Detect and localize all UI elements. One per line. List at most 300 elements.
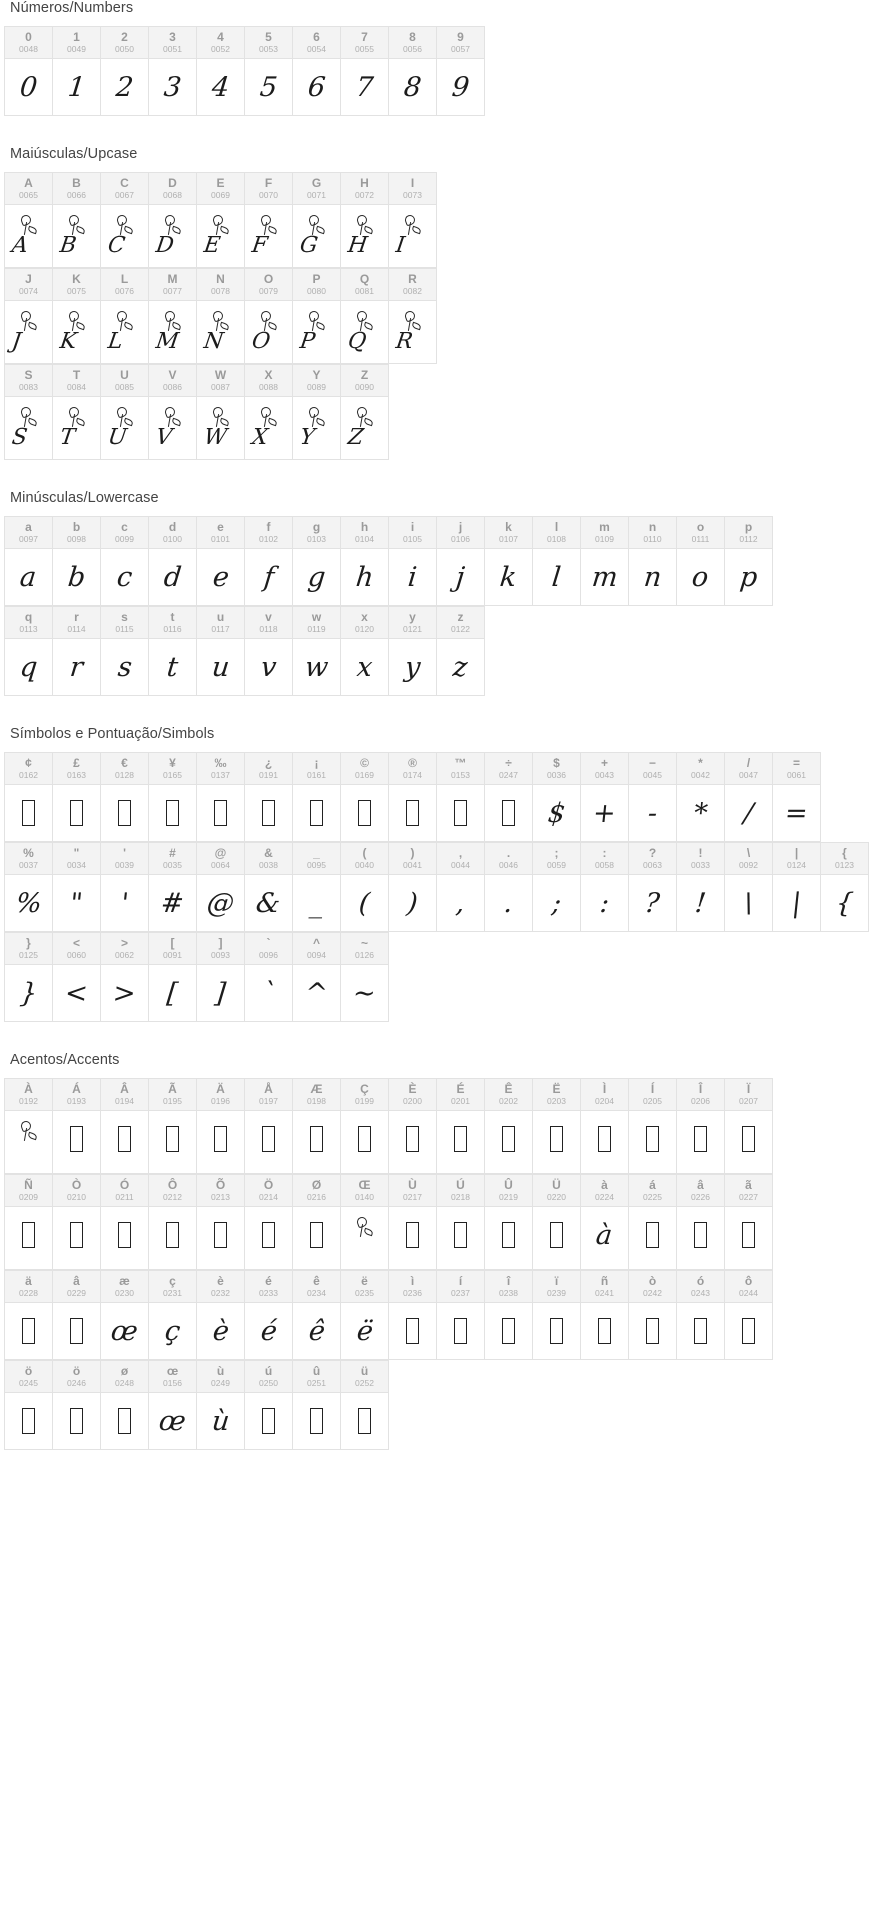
glyph-char-label: é [265, 1274, 272, 1288]
glyph-letter: K [57, 329, 78, 354]
glyph-char-label: Œ [358, 1178, 371, 1192]
glyph-cell[interactable] [437, 1175, 485, 1270]
glyph-cell[interactable] [53, 933, 101, 1022]
glyph-cell[interactable] [389, 173, 437, 268]
glyph-preview [773, 785, 820, 841]
glyph-preview [197, 1393, 244, 1449]
glyph-cell-header [581, 1271, 628, 1303]
glyph-cell-header [245, 1361, 292, 1393]
glyph-cell-header [53, 607, 100, 639]
glyph-cell[interactable] [341, 843, 389, 932]
glyph-cell[interactable] [485, 1271, 533, 1360]
missing-glyph-box-icon [358, 800, 371, 826]
glyph-cell-header [101, 933, 148, 965]
glyph-cell[interactable] [5, 843, 53, 932]
glyph-cell[interactable] [5, 365, 53, 460]
glyph-cell[interactable] [5, 27, 53, 116]
glyph-letter: œ [109, 1315, 140, 1347]
glyph-code-label: 0140 [355, 1192, 374, 1202]
glyph-cell[interactable] [101, 365, 149, 460]
glyph-cell-header [293, 1271, 340, 1303]
glyph-cell[interactable] [149, 843, 197, 932]
glyph-cell[interactable] [5, 607, 53, 696]
glyph-cell[interactable] [197, 933, 245, 1022]
glyph-code-label: 0102 [259, 534, 278, 544]
glyph-cell[interactable] [245, 753, 293, 842]
glyph-cell-header [5, 1361, 52, 1393]
glyph-char-label: ¡ [314, 756, 319, 770]
glyph-cell[interactable] [341, 1175, 389, 1270]
glyph-cell[interactable] [5, 173, 53, 268]
glyph-cell[interactable] [389, 1175, 437, 1270]
glyph-cell[interactable] [197, 843, 245, 932]
glyph-cell[interactable] [5, 1079, 53, 1174]
glyph-cell[interactable] [293, 173, 341, 268]
glyph-preview [53, 205, 100, 267]
glyph-cell[interactable] [53, 607, 101, 696]
glyph-cell[interactable] [101, 843, 149, 932]
glyph-cell[interactable] [341, 517, 389, 606]
glyph-char-label: Ê [504, 1082, 513, 1096]
glyph-char-label: Ã [168, 1082, 177, 1096]
glyph-cell[interactable] [293, 607, 341, 696]
glyph-cell[interactable] [437, 753, 485, 842]
glyph-letter: t [165, 651, 180, 683]
missing-glyph-box-icon [214, 1222, 227, 1248]
glyph-char-label: } [26, 936, 31, 950]
missing-glyph-box-icon [406, 1318, 419, 1344]
glyph-cell-header [101, 269, 148, 301]
glyph-code-label: 0085 [115, 382, 134, 392]
glyph-char-label: H [360, 176, 369, 190]
glyph-preview [437, 639, 484, 695]
glyph-cell[interactable] [197, 1175, 245, 1270]
glyph-cell[interactable] [341, 173, 389, 268]
glyph-cell[interactable] [293, 753, 341, 842]
glyph-cell[interactable] [197, 1361, 245, 1450]
glyph-code-label: 0214 [259, 1192, 278, 1202]
glyph-cell[interactable] [389, 1271, 437, 1360]
glyph-char-label: Õ [215, 1178, 226, 1192]
glyph-cell[interactable] [581, 1271, 629, 1360]
glyph-cell[interactable] [677, 753, 725, 842]
glyph-cell[interactable] [53, 1079, 101, 1174]
glyph-cell[interactable] [773, 753, 821, 842]
glyph-cell-header [485, 753, 532, 785]
glyph-char-label: g [312, 520, 321, 534]
glyph-cell[interactable] [341, 753, 389, 842]
glyph-cell[interactable] [101, 933, 149, 1022]
glyph-preview [341, 639, 388, 695]
missing-glyph-box-icon [646, 1222, 659, 1248]
glyph-cell[interactable] [533, 1271, 581, 1360]
glyph-cell[interactable] [485, 753, 533, 842]
glyph-cell[interactable] [773, 843, 821, 932]
rose-decorated-glyph [201, 406, 238, 450]
glyph-char-label: O [263, 272, 274, 286]
glyph-cell[interactable] [293, 365, 341, 460]
glyph-cell[interactable] [101, 1175, 149, 1270]
glyph-code-label: 0047 [739, 770, 758, 780]
glyph-char-label: ! [698, 846, 703, 860]
glyph-cell[interactable] [437, 607, 485, 696]
glyph-cell[interactable] [293, 1175, 341, 1270]
glyph-code-label: 0153 [451, 770, 470, 780]
glyph-cell[interactable] [149, 365, 197, 460]
glyph-cell-header [437, 1175, 484, 1207]
glyph-code-label: 0044 [451, 860, 470, 870]
glyph-preview [677, 875, 724, 931]
glyph-letter: ] [213, 977, 228, 1009]
rose-decorated-glyph [297, 310, 334, 354]
glyph-cell[interactable] [53, 517, 101, 606]
glyph-preview [101, 397, 148, 459]
glyph-cell[interactable] [197, 269, 245, 364]
glyph-char-label: B [72, 176, 81, 190]
glyph-code-label: 0043 [595, 770, 614, 780]
glyph-cell[interactable] [197, 173, 245, 268]
glyph-cell[interactable] [389, 753, 437, 842]
glyph-cell[interactable] [389, 517, 437, 606]
glyph-cell[interactable] [245, 843, 293, 932]
glyph-cell[interactable] [437, 27, 485, 116]
glyph-char-label: V [168, 368, 177, 382]
glyph-cell[interactable] [5, 753, 53, 842]
glyph-preview [197, 301, 244, 363]
glyph-cell[interactable] [533, 753, 581, 842]
glyph-cell[interactable] [389, 27, 437, 116]
glyph-cell[interactable] [53, 753, 101, 842]
glyph-cell[interactable] [149, 753, 197, 842]
glyph-cell[interactable] [149, 607, 197, 696]
glyph-letter: " [68, 887, 85, 919]
glyph-char-label: ã [745, 1178, 752, 1192]
glyph-cell[interactable] [533, 1079, 581, 1174]
glyph-preview [5, 1303, 52, 1359]
glyph-cell[interactable] [725, 1271, 773, 1360]
glyph-cell[interactable] [677, 1271, 725, 1360]
glyph-cell[interactable] [245, 269, 293, 364]
glyph-cell-header [389, 1079, 436, 1111]
glyph-cell[interactable] [101, 753, 149, 842]
glyph-letter: H [345, 233, 369, 258]
glyph-cell[interactable] [629, 843, 677, 932]
glyph-cell[interactable] [581, 517, 629, 606]
glyph-cell[interactable] [53, 1271, 101, 1360]
glyph-cell[interactable] [101, 269, 149, 364]
glyph-cell[interactable] [53, 269, 101, 364]
glyph-char-label: î [506, 1274, 511, 1288]
glyph-char-label: s [121, 610, 128, 624]
glyph-cell[interactable] [5, 517, 53, 606]
glyph-cell[interactable] [725, 1175, 773, 1270]
glyph-cell[interactable] [485, 1079, 533, 1174]
glyph-cell-header [341, 27, 388, 59]
glyph-cell[interactable] [341, 269, 389, 364]
glyph-cell[interactable] [725, 843, 773, 932]
glyph-cell[interactable] [581, 843, 629, 932]
glyph-cell[interactable] [629, 753, 677, 842]
glyph-cell-header [389, 27, 436, 59]
glyph-cell[interactable] [149, 517, 197, 606]
glyph-cell[interactable] [437, 843, 485, 932]
glyph-code-label: 0193 [67, 1096, 86, 1106]
rose-leaf-icon [27, 1132, 37, 1140]
glyph-row [4, 172, 437, 268]
glyph-cell[interactable] [245, 365, 293, 460]
missing-glyph-box-icon [550, 1318, 563, 1344]
glyph-cell-header [245, 1079, 292, 1111]
glyph-letter: D [153, 233, 175, 258]
glyph-cell[interactable] [341, 1079, 389, 1174]
glyph-preview [389, 59, 436, 115]
glyph-code-label: 0065 [19, 190, 38, 200]
glyph-cell[interactable] [485, 843, 533, 932]
rose-decorated-glyph [249, 406, 286, 450]
glyph-cell-header [581, 843, 628, 875]
glyph-code-label: 0103 [307, 534, 326, 544]
glyph-cell[interactable] [101, 1079, 149, 1174]
glyph-preview [485, 1303, 532, 1359]
glyph-cell[interactable] [341, 1271, 389, 1360]
glyph-cell[interactable] [101, 1271, 149, 1360]
glyph-char-label: ~ [360, 936, 368, 950]
glyph-cell[interactable] [53, 173, 101, 268]
glyph-cell[interactable] [725, 753, 773, 842]
glyph-preview [437, 1207, 484, 1263]
glyph-cell[interactable] [245, 1361, 293, 1450]
glyph-cell[interactable] [197, 753, 245, 842]
glyph-cell[interactable] [629, 1271, 677, 1360]
glyph-cell[interactable] [53, 365, 101, 460]
glyph-cell[interactable] [581, 753, 629, 842]
glyph-preview [245, 1393, 292, 1449]
glyph-letter: ê [306, 1315, 327, 1347]
glyph-cell[interactable] [149, 933, 197, 1022]
missing-glyph-box-icon [118, 1126, 131, 1152]
glyph-letter: é [258, 1315, 279, 1347]
glyph-cell-header [245, 269, 292, 301]
glyph-char-label: Q [359, 272, 370, 286]
glyph-preview [629, 785, 676, 841]
glyph-preview [5, 639, 52, 695]
glyph-letter: x [355, 651, 374, 683]
glyph-char-label: ¢ [25, 756, 32, 770]
glyph-cell[interactable] [341, 607, 389, 696]
glyph-letter: ) [405, 887, 420, 919]
glyph-cell[interactable] [821, 843, 869, 932]
glyph-cell-header [197, 843, 244, 875]
glyph-cell[interactable] [53, 1175, 101, 1270]
glyph-code-label: 0081 [355, 286, 374, 296]
glyph-cell[interactable] [245, 27, 293, 116]
glyph-cell[interactable] [389, 269, 437, 364]
glyph-char-label: 9 [457, 30, 464, 44]
glyph-preview [437, 1111, 484, 1167]
glyph-letter: è [210, 1315, 231, 1347]
glyph-cell[interactable] [101, 607, 149, 696]
glyph-cell[interactable] [5, 1175, 53, 1270]
glyph-letter: 7 [354, 71, 375, 103]
glyph-preview [53, 875, 100, 931]
glyph-char-label: ` [266, 936, 271, 950]
glyph-preview [101, 965, 148, 1021]
glyph-cell[interactable] [533, 517, 581, 606]
glyph-cell[interactable] [53, 1361, 101, 1450]
glyph-cell[interactable] [629, 1079, 677, 1174]
glyph-cell[interactable] [437, 517, 485, 606]
glyph-cell[interactable] [533, 843, 581, 932]
glyph-preview [773, 875, 820, 931]
glyph-letter: à [594, 1219, 615, 1251]
glyph-letter: Y [297, 425, 316, 450]
glyph-cell[interactable] [341, 933, 389, 1022]
glyph-cell[interactable] [197, 365, 245, 460]
glyph-preview [293, 1393, 340, 1449]
glyph-char-label: a [25, 520, 32, 534]
glyph-cell[interactable] [5, 933, 53, 1022]
glyph-code-label: 0197 [259, 1096, 278, 1106]
glyph-cell[interactable] [293, 1079, 341, 1174]
glyph-cell[interactable] [149, 1361, 197, 1450]
glyph-cell-header [53, 173, 100, 205]
glyph-cell[interactable] [485, 1175, 533, 1270]
glyph-cell[interactable] [725, 517, 773, 606]
glyph-cell[interactable] [485, 517, 533, 606]
glyph-char-label: È [408, 1082, 417, 1096]
glyph-preview [341, 1207, 388, 1269]
glyph-cell[interactable] [293, 517, 341, 606]
glyph-cell[interactable] [677, 843, 725, 932]
glyph-cell[interactable] [5, 269, 53, 364]
glyph-cell-header [389, 1175, 436, 1207]
glyph-cell[interactable] [293, 933, 341, 1022]
glyph-cell[interactable] [245, 607, 293, 696]
glyph-code-label: 0236 [403, 1288, 422, 1298]
glyph-char-label: ' [123, 846, 126, 860]
glyph-letter: i [406, 561, 419, 593]
glyph-cell-header [149, 269, 196, 301]
glyph-cell[interactable] [197, 27, 245, 116]
glyph-preview [149, 549, 196, 605]
glyph-cell[interactable] [5, 1271, 53, 1360]
glyph-cell[interactable] [149, 1175, 197, 1270]
glyph-cell[interactable] [149, 1079, 197, 1174]
glyph-preview [437, 59, 484, 115]
glyph-preview [341, 965, 388, 1021]
glyph-char-label: r [74, 610, 79, 624]
glyph-cell[interactable] [389, 843, 437, 932]
glyph-cell-header [149, 933, 196, 965]
glyph-cell[interactable] [101, 1361, 149, 1450]
glyph-cell[interactable] [581, 1175, 629, 1270]
glyph-cell[interactable] [341, 365, 389, 460]
glyph-code-label: 0212 [163, 1192, 182, 1202]
glyph-cell[interactable] [245, 517, 293, 606]
glyph-char-label: . [506, 846, 511, 860]
glyph-cell[interactable] [245, 173, 293, 268]
glyph-preview [101, 301, 148, 363]
glyph-cell[interactable] [293, 269, 341, 364]
glyph-cell[interactable] [437, 1079, 485, 1174]
glyph-code-label: 0200 [403, 1096, 422, 1106]
glyph-cell-header [5, 843, 52, 875]
glyph-cell[interactable] [149, 173, 197, 268]
glyph-cell[interactable] [677, 517, 725, 606]
glyph-cell[interactable] [437, 1271, 485, 1360]
glyph-preview [101, 59, 148, 115]
glyph-cell[interactable] [149, 27, 197, 116]
glyph-cell[interactable] [293, 843, 341, 932]
glyph-cell[interactable] [101, 173, 149, 268]
glyph-cell[interactable] [581, 1079, 629, 1174]
glyph-code-label: 0105 [403, 534, 422, 544]
glyph-cell[interactable] [197, 607, 245, 696]
glyph-cell[interactable] [245, 933, 293, 1022]
glyph-cell[interactable] [677, 1175, 725, 1270]
glyph-cell[interactable] [245, 1079, 293, 1174]
glyph-cell[interactable] [293, 1271, 341, 1360]
glyph-cell[interactable] [629, 1175, 677, 1270]
glyph-code-label: 0248 [115, 1378, 134, 1388]
glyph-code-label: 0244 [739, 1288, 758, 1298]
glyph-cell[interactable] [341, 27, 389, 116]
glyph-cell[interactable] [197, 1271, 245, 1360]
glyph-cell[interactable] [197, 517, 245, 606]
glyph-cell-header [629, 1079, 676, 1111]
glyph-code-label: 0123 [835, 860, 854, 870]
glyph-char-label: Ò [71, 1178, 82, 1192]
missing-glyph-box-icon [166, 1222, 179, 1248]
glyph-cell[interactable] [341, 1361, 389, 1450]
glyph-cell-header [245, 933, 292, 965]
glyph-cell[interactable] [149, 1271, 197, 1360]
glyph-cell[interactable] [53, 27, 101, 116]
glyph-cell[interactable] [533, 1175, 581, 1270]
rose-decorated-glyph [297, 214, 334, 258]
glyph-cell[interactable] [101, 517, 149, 606]
glyph-letter: | [790, 887, 803, 919]
glyph-code-label: 0080 [307, 286, 326, 296]
glyph-cell-header [197, 607, 244, 639]
glyph-cell[interactable] [149, 269, 197, 364]
glyph-preview [5, 301, 52, 363]
glyph-cell[interactable] [53, 843, 101, 932]
glyph-cell[interactable] [725, 1079, 773, 1174]
glyph-code-label: 0049 [67, 44, 86, 54]
glyph-cell[interactable] [629, 517, 677, 606]
glyph-cell[interactable] [245, 1271, 293, 1360]
glyph-cell[interactable] [677, 1079, 725, 1174]
glyph-char-label: ø [120, 1364, 129, 1378]
glyph-cell[interactable] [293, 27, 341, 116]
glyph-cell-header [389, 1271, 436, 1303]
glyph-char-label: € [121, 756, 128, 770]
glyph-cell[interactable] [293, 1361, 341, 1450]
glyph-code-label: 0104 [355, 534, 374, 544]
glyph-cell[interactable] [101, 27, 149, 116]
glyph-char-label: æ [119, 1274, 130, 1288]
glyph-code-label: 0202 [499, 1096, 518, 1106]
glyph-cell[interactable] [389, 607, 437, 696]
glyph-preview [725, 1207, 772, 1263]
glyph-cell[interactable] [245, 1175, 293, 1270]
rose-decorated-glyph [57, 406, 94, 450]
glyph-preview [101, 1111, 148, 1167]
glyph-cell[interactable] [389, 1079, 437, 1174]
glyph-cell[interactable] [5, 1361, 53, 1450]
glyph-cell[interactable] [197, 1079, 245, 1174]
